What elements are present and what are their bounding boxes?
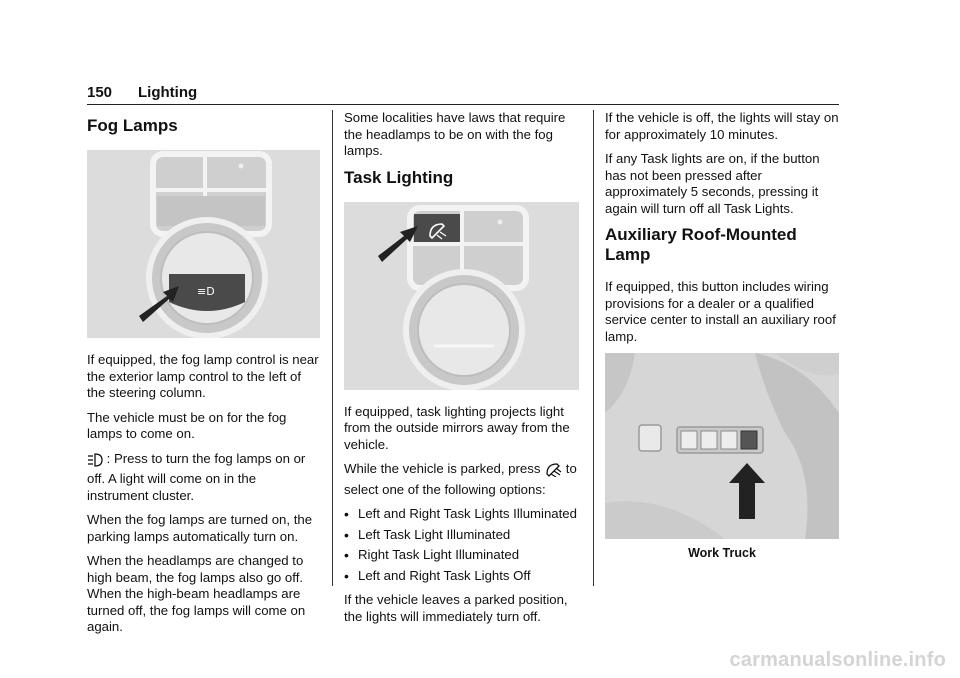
task-timeout-text: If the vehicle is off, the lights will stay on for approximately 10 minutes. [605,110,839,142]
task-lighting-heading: Task Lighting [344,167,454,187]
task-lighting-description: If equipped, task lighting projects light from the outside mirrors away from the vehicle. [344,403,570,452]
task-press-instruction [344,461,579,498]
task-options-list [344,506,579,584]
page-header [87,82,839,105]
work-truck-switch-panel-illustration [605,353,839,539]
task-press-text-b: to select one of the following options: [344,461,577,497]
task-button-press-text: If any Task lights are on, if the button has not been pressed after approximately 5 seconds, pressing it again will turn off all Task Lights. [605,151,820,216]
task-parked-position-text: If the vehicle leaves a parked position, the lights will immediately turn off. [344,592,568,624]
task-press-text-a: While the vehicle is parked, press [344,461,541,476]
page-number: 150 [87,84,113,101]
auxiliary-lamp-heading: Auxiliary Roof-Mounted Lamp [605,225,797,264]
fog-icon-description [87,451,320,505]
column-auxiliary-lamp [605,110,839,562]
fog-location-text: If equipped, the fog lamp control is near the exterior lamp control to the left of the steering column. [87,352,319,400]
fog-vehicle-on-text: The vehicle must be on for the fog lamps to come on. [87,409,287,441]
auxiliary-lamp-description: If equipped, this button includes wiring provisions for a dealer or a qualified service center to install an auxiliary roof lamp. [605,279,836,344]
list-item: • Right Task Light Illuminated [344,547,579,564]
list-item: • Left Task Light Illuminated [344,527,579,544]
fog-lamp-icon [87,453,103,472]
column-divider [593,110,594,586]
list-item: • Left and Right Task Lights Off [344,568,579,585]
svg-text:≡D: ≡D [197,285,215,298]
list-item: • Left and Right Task Lights Illuminated [344,506,579,523]
fog-high-beam-text: When the headlamps are changed to high beam, the fog lamps also go off. When the high-beam headlamps are turned off, the fog lamps will come on again. [87,553,306,634]
fog-icon-description-text: : Press to turn the fog lamps on or off. A light will come on in the instrument cluster. [87,450,306,503]
column-divider [332,110,333,586]
task-lighting-button-illustration [344,202,579,390]
task-light-icon [544,461,562,482]
figure-caption: Work Truck [688,546,756,560]
fog-laws-text: Some localities have laws that require the headlamps to be on with the fog lamps. [344,110,566,158]
fog-lamps-heading: Fog Lamps [87,116,178,135]
column-task-lighting [344,110,579,633]
fog-parking-lamps-text: When the fog lamps are turned on, the parking lamps automatically turn on. [87,512,313,544]
column-fog-lamps [87,110,320,644]
section-title: Lighting [138,84,198,101]
watermark: carmanualsonline.info [729,649,946,671]
fog-lamp-control-illustration [87,150,320,338]
